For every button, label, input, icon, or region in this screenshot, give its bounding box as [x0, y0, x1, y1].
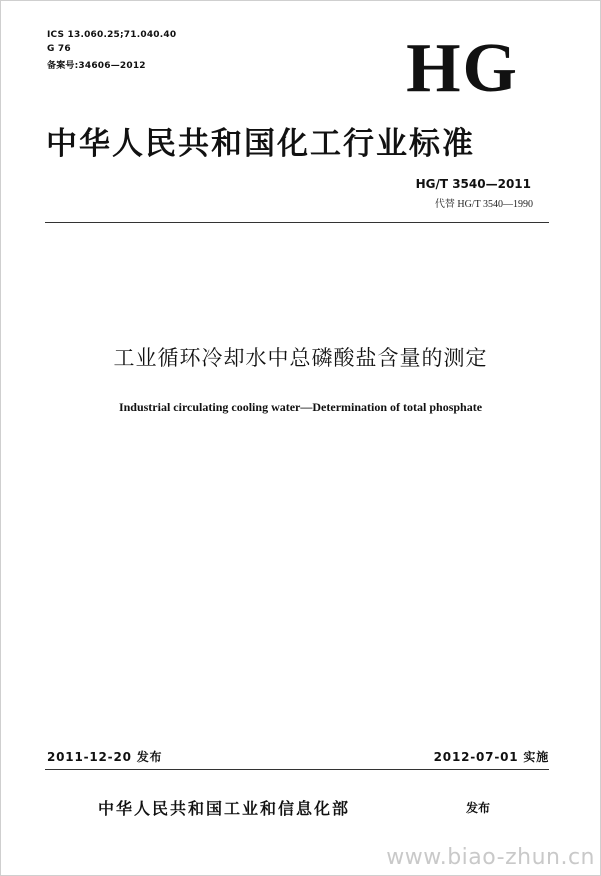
document-title-english: Industrial circulating cooling water—Determination of total phosphate	[118, 400, 483, 414]
standard-title: 中华人民共和国化工行业标准	[46, 126, 475, 162]
issuer-name: 中华人民共和国工业和信息化部	[98, 799, 351, 818]
implement-date: 2012-07-01 实施	[433, 750, 549, 764]
hg-logo: HG	[406, 30, 519, 107]
watermark: www.biao-zhun.cn	[386, 845, 595, 870]
header-divider	[45, 222, 549, 223]
replaces-standard: 代替 HG/T 3540—1990	[434, 199, 533, 210]
record-number: 备案号:34606—2012	[47, 61, 146, 71]
ics-code: ICS 13.060.25;71.040.40	[47, 30, 177, 40]
footer-divider	[45, 769, 549, 770]
standard-number: HG/T 3540—2011	[415, 177, 531, 191]
classification-code: G 76	[47, 44, 71, 54]
publish-date: 2011-12-20 发布	[47, 750, 163, 764]
issuer-suffix: 发布	[466, 801, 491, 815]
document-title-chinese: 工业循环冷却水中总磷酸盐含量的测定	[113, 346, 488, 370]
